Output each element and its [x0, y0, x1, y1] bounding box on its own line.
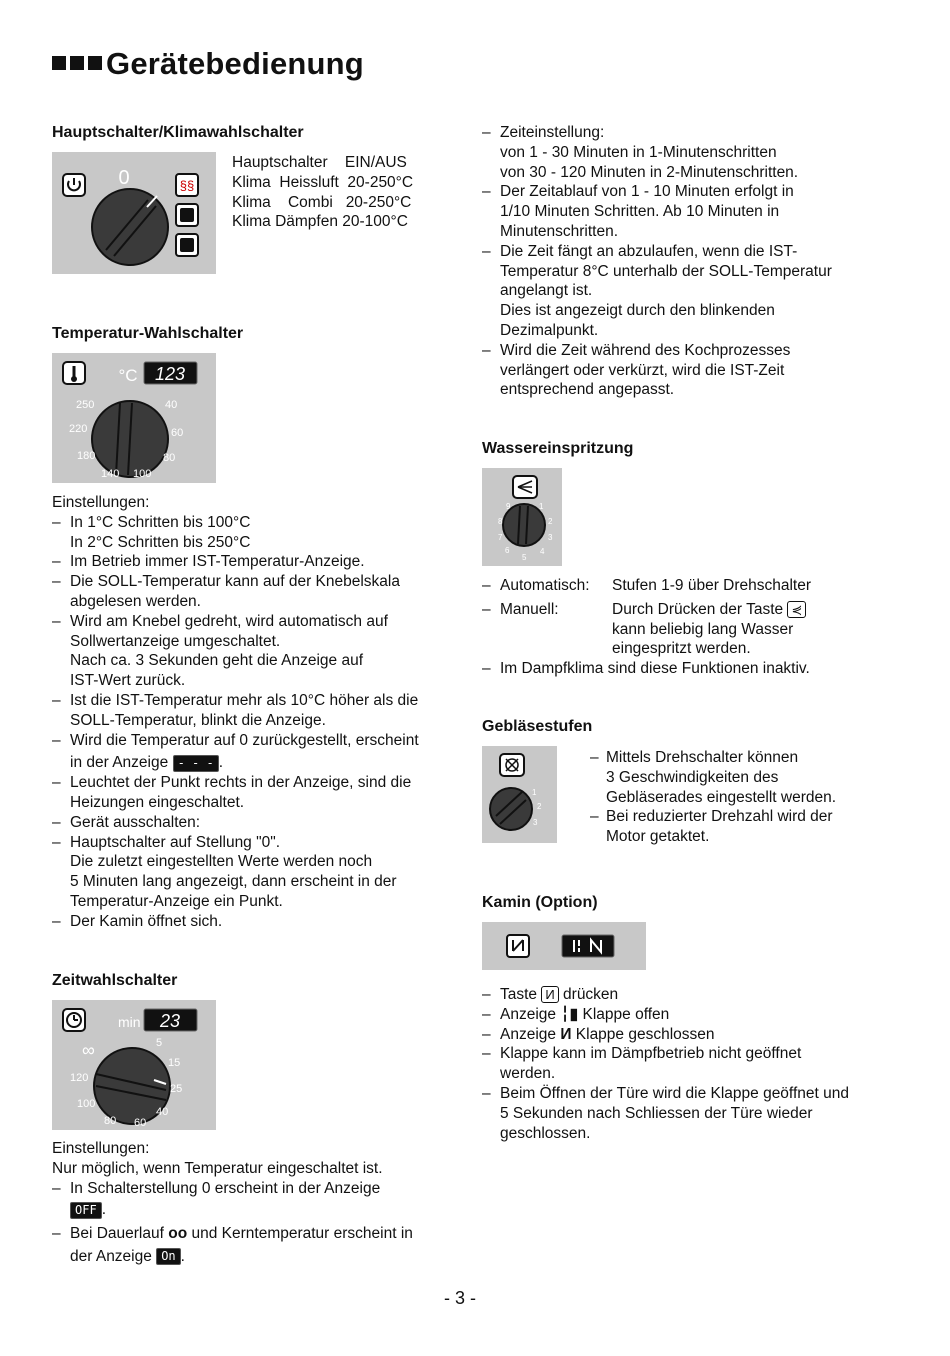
- temperature-scale-label: 140: [101, 468, 120, 480]
- fan-scale-label: 1: [532, 788, 537, 797]
- list-item: – Die SOLL-Temperatur kann auf der Knebelskala abgelesen werden.: [52, 572, 452, 612]
- temperature-scale-label: 180: [77, 450, 96, 462]
- list-item: – Anzeige И Klappe geschlossen: [482, 1025, 902, 1045]
- list-item: – Automatisch: Stufen 1-9 über Drehschalter: [482, 576, 912, 596]
- fan-scale-label: 3: [533, 818, 538, 827]
- list-item: – In 1°C Schritten bis 100°C In 2°C Schritten bis 250°C: [52, 513, 452, 553]
- chimney-illustration: [482, 922, 646, 970]
- timer-settings: Einstellungen: Nur möglich, wenn Temperatur eingeschaltet ist. – In Schalterstellung 0 erscheint in der Anzeige OFF . – Bei Dauerlauf oo und Kerntemperatur erscheint in der Anzeige On .: [52, 1139, 452, 1267]
- list-item: – Mittels Drehschalter können 3 Geschwindigkeiten des Gebläserades eingestellt werden.: [590, 748, 890, 807]
- main-switch-description: Hauptschalter EIN/AUS Klima Heissluft 20-250°C Klima Combi 20-250°C Klima Dämpfen 20-100°C: [232, 154, 414, 231]
- list-item: – Der Zeitablauf von 1 - 10 Minuten erfolgt in 1/10 Minuten Schritten. Ab 10 Minuten in Minutenschritten.: [482, 182, 902, 241]
- temperature-scale-label: 40: [165, 399, 178, 411]
- timer-unit-label: min: [118, 1014, 141, 1030]
- water-scale-label: 1: [539, 502, 544, 511]
- svg-text:23: 23: [159, 1011, 181, 1031]
- temperature-scale-label: 80: [163, 452, 176, 464]
- water-scale-label: 5: [522, 553, 527, 562]
- timer-scale-label: 80: [104, 1115, 117, 1127]
- on-display: On: [156, 1248, 180, 1265]
- dial-zero-label: 0: [118, 167, 130, 189]
- main-switch-knob: [92, 189, 168, 265]
- list-item: – Im Betrieb immer IST-Temperatur-Anzeige.: [52, 552, 452, 572]
- list-item: – Die Zeit fängt an abzulaufen, wenn die IST- Temperatur 8°C unterhalb der SOLL-Temperatur angelangt ist. Dies ist angezeigt durch den blinkenden Dezimalpunkt.: [482, 242, 902, 341]
- list-item: – Klappe kann im Dämpfbetrieb nicht geöffnet werden.: [482, 1044, 902, 1084]
- list-item: – Leuchtet der Punkt rechts in der Anzeige, sind die Heizungen eingeschaltet.: [52, 773, 452, 813]
- list-item: – Anzeige ╎▮ Klappe offen: [482, 1005, 902, 1025]
- water-scale-label: 6: [505, 546, 510, 555]
- list-item: – Manuell: Durch Drücken der Taste ⋞ kann beliebig lang Wasser eingespritzt werden.: [482, 600, 912, 659]
- water-scale-label: 4: [540, 547, 545, 556]
- temperature-heading: Temperatur-Wahlschalter: [52, 325, 244, 342]
- page-number: - 3 -: [444, 1288, 477, 1308]
- fan-dial-illustration: [482, 746, 557, 843]
- water-heading: Wassereinspritzung: [482, 440, 634, 457]
- list-item: – Bei Dauerlauf oo und Kerntemperatur erscheint in der Anzeige On .: [52, 1224, 452, 1267]
- svg-text:123: 123: [154, 364, 186, 384]
- water-scale-label: 3: [548, 533, 553, 542]
- timer-dial-illustration: [52, 1000, 216, 1130]
- title-bullet-icon: [70, 56, 84, 70]
- list-item: – Hauptschalter auf Stellung "0". Die zuletzt eingestellten Werte werden noch 5 Minuten lang angezeigt, dann erscheint in der Temperatur-Anzeige ein Punkt.: [52, 833, 452, 912]
- temperature-scale-label: 250: [76, 399, 95, 411]
- fan-knob: [490, 788, 532, 830]
- svg-text:§§: §§: [179, 178, 195, 193]
- timer-scale-label: 100: [77, 1098, 96, 1110]
- list-item: – Gerät ausschalten:: [52, 813, 452, 833]
- chimney-key-icon: И: [541, 986, 558, 1003]
- page-title: Gerätebedienung: [52, 46, 364, 82]
- flap-closed-icon: И: [560, 1025, 572, 1043]
- fan-scale-label: 2: [537, 802, 542, 811]
- temperature-dial-illustration: [52, 353, 216, 483]
- list-item: – In Schalterstellung 0 erscheint in der Anzeige OFF .: [52, 1179, 452, 1221]
- title-bullet-icon: [88, 56, 102, 70]
- list-item: – Im Dampfklima sind diese Funktionen inaktiv.: [482, 659, 912, 679]
- timer-scale-label: 120: [70, 1072, 89, 1084]
- timer-panel: [52, 1000, 216, 1130]
- flap-open-icon: ╎▮: [560, 1005, 579, 1023]
- timer-scale-label: 15: [168, 1057, 181, 1069]
- water-scale-label: 9: [506, 502, 511, 511]
- off-display: OFF: [70, 1202, 102, 1219]
- temperature-settings: Einstellungen: – In 1°C Schritten bis 100°C In 2°C Schritten bis 250°C – Im Betrieb immer IST-Temperatur-Anzeige. – Die SOLL-Temperatur kann auf der Knebelskala abgelesen werden. – Wird am Knebel gedreht, wird automatisch auf Sollwertanzeige umgeschaltet. Nach ca. 3 Sekunden geht die Anzeige auf IST-Wert zurück. – Ist die IST-Temperatur mehr als 10°C höher als die SOLL-Temperatur, blinkt die Anzeige. – Wird die Temperatur auf 0 zurückgestellt, erscheint in der Anzeige - - - . – Leuchtet der Punkt rechts in der Anzeige, sind die Heizungen eingeschaltet. – Gerät ausschalten: – Hauptschalter auf Stellung "0". Die zuletzt eingestellten Werte werden noch 5 Minuten lang angezeigt, dann erscheint in der Temperatur-Anzeige ein Punkt. – Der Kamin öffnet sich.: [52, 493, 452, 932]
- list-item: – Ist die IST-Temperatur mehr als 10°C höher als die SOLL-Temperatur, blinkt die Anzeige.: [52, 691, 452, 731]
- main-switch-panel: [52, 152, 216, 274]
- list-item: – Bei reduzierter Drehzahl wird der Motor getaktet.: [590, 807, 890, 847]
- list-item: – Wird am Knebel gedreht, wird automatisch auf Sollwertanzeige umgeschaltet. Nach ca. 3 Sekunden geht die Anzeige auf IST-Wert zurück.: [52, 612, 452, 691]
- timer-scale-label: ∞: [82, 1040, 95, 1060]
- title-bullet-icon: [52, 56, 66, 70]
- main-switch-dial-illustration: [52, 152, 216, 274]
- main-switch-heading: Hauptschalter/Klimawahlschalter: [52, 124, 304, 141]
- reset-display: - - -: [173, 755, 219, 772]
- temperature-scale-label: 60: [171, 427, 184, 439]
- temperature-scale-label: 100: [133, 468, 152, 480]
- water-dial-illustration: [482, 468, 562, 566]
- temperature-panel: [52, 353, 216, 483]
- water-scale-label: 7: [498, 533, 503, 542]
- water-scale-label: 8: [498, 517, 503, 526]
- timer-heading: Zeitwahlschalter: [52, 972, 178, 989]
- timer-scale-label: 5: [156, 1037, 163, 1049]
- fan-settings: [590, 748, 890, 847]
- chimney-settings: [482, 985, 902, 1143]
- list-item: – Taste И drücken: [482, 985, 902, 1005]
- timer-scale-label: 25: [170, 1083, 183, 1095]
- infinity-symbol: oo: [168, 1225, 188, 1243]
- timer-scale-label: 60: [134, 1117, 147, 1129]
- temperature-unit-label: °C: [118, 366, 138, 385]
- timer-scale-label: 40: [156, 1106, 169, 1118]
- chimney-display: [562, 935, 614, 957]
- temperature-scale-label: 220: [69, 423, 88, 435]
- list-item: – Zeiteinstellung: von 1 - 30 Minuten in 1-Minutenschritten von 30 - 120 Minuten in 2-Minutenschritten.: [482, 123, 902, 182]
- water-panel: [482, 468, 562, 566]
- water-spray-key-icon: ⋞: [787, 601, 806, 618]
- list-item: – Wird die Temperatur auf 0 zurückgestellt, erscheint in der Anzeige - - - .: [52, 731, 452, 774]
- fan-panel: [482, 746, 557, 843]
- time-setting-list: [482, 123, 902, 400]
- chimney-heading: Kamin (Option): [482, 894, 598, 911]
- list-item: – Beim Öffnen der Türe wird die Klappe geöffnet und 5 Sekunden nach Schliessen der Türe wieder geschlossen.: [482, 1084, 902, 1143]
- list-item: – Wird die Zeit während des Kochprozesses verlängert oder verkürzt, wird die IST-Zeit entsprechend angepasst.: [482, 341, 902, 400]
- list-item: – Der Kamin öffnet sich.: [52, 912, 452, 932]
- water-settings: [482, 576, 912, 679]
- fan-heading: Gebläsestufen: [482, 718, 593, 735]
- chimney-panel: [482, 922, 646, 970]
- water-scale-label: 2: [548, 517, 553, 526]
